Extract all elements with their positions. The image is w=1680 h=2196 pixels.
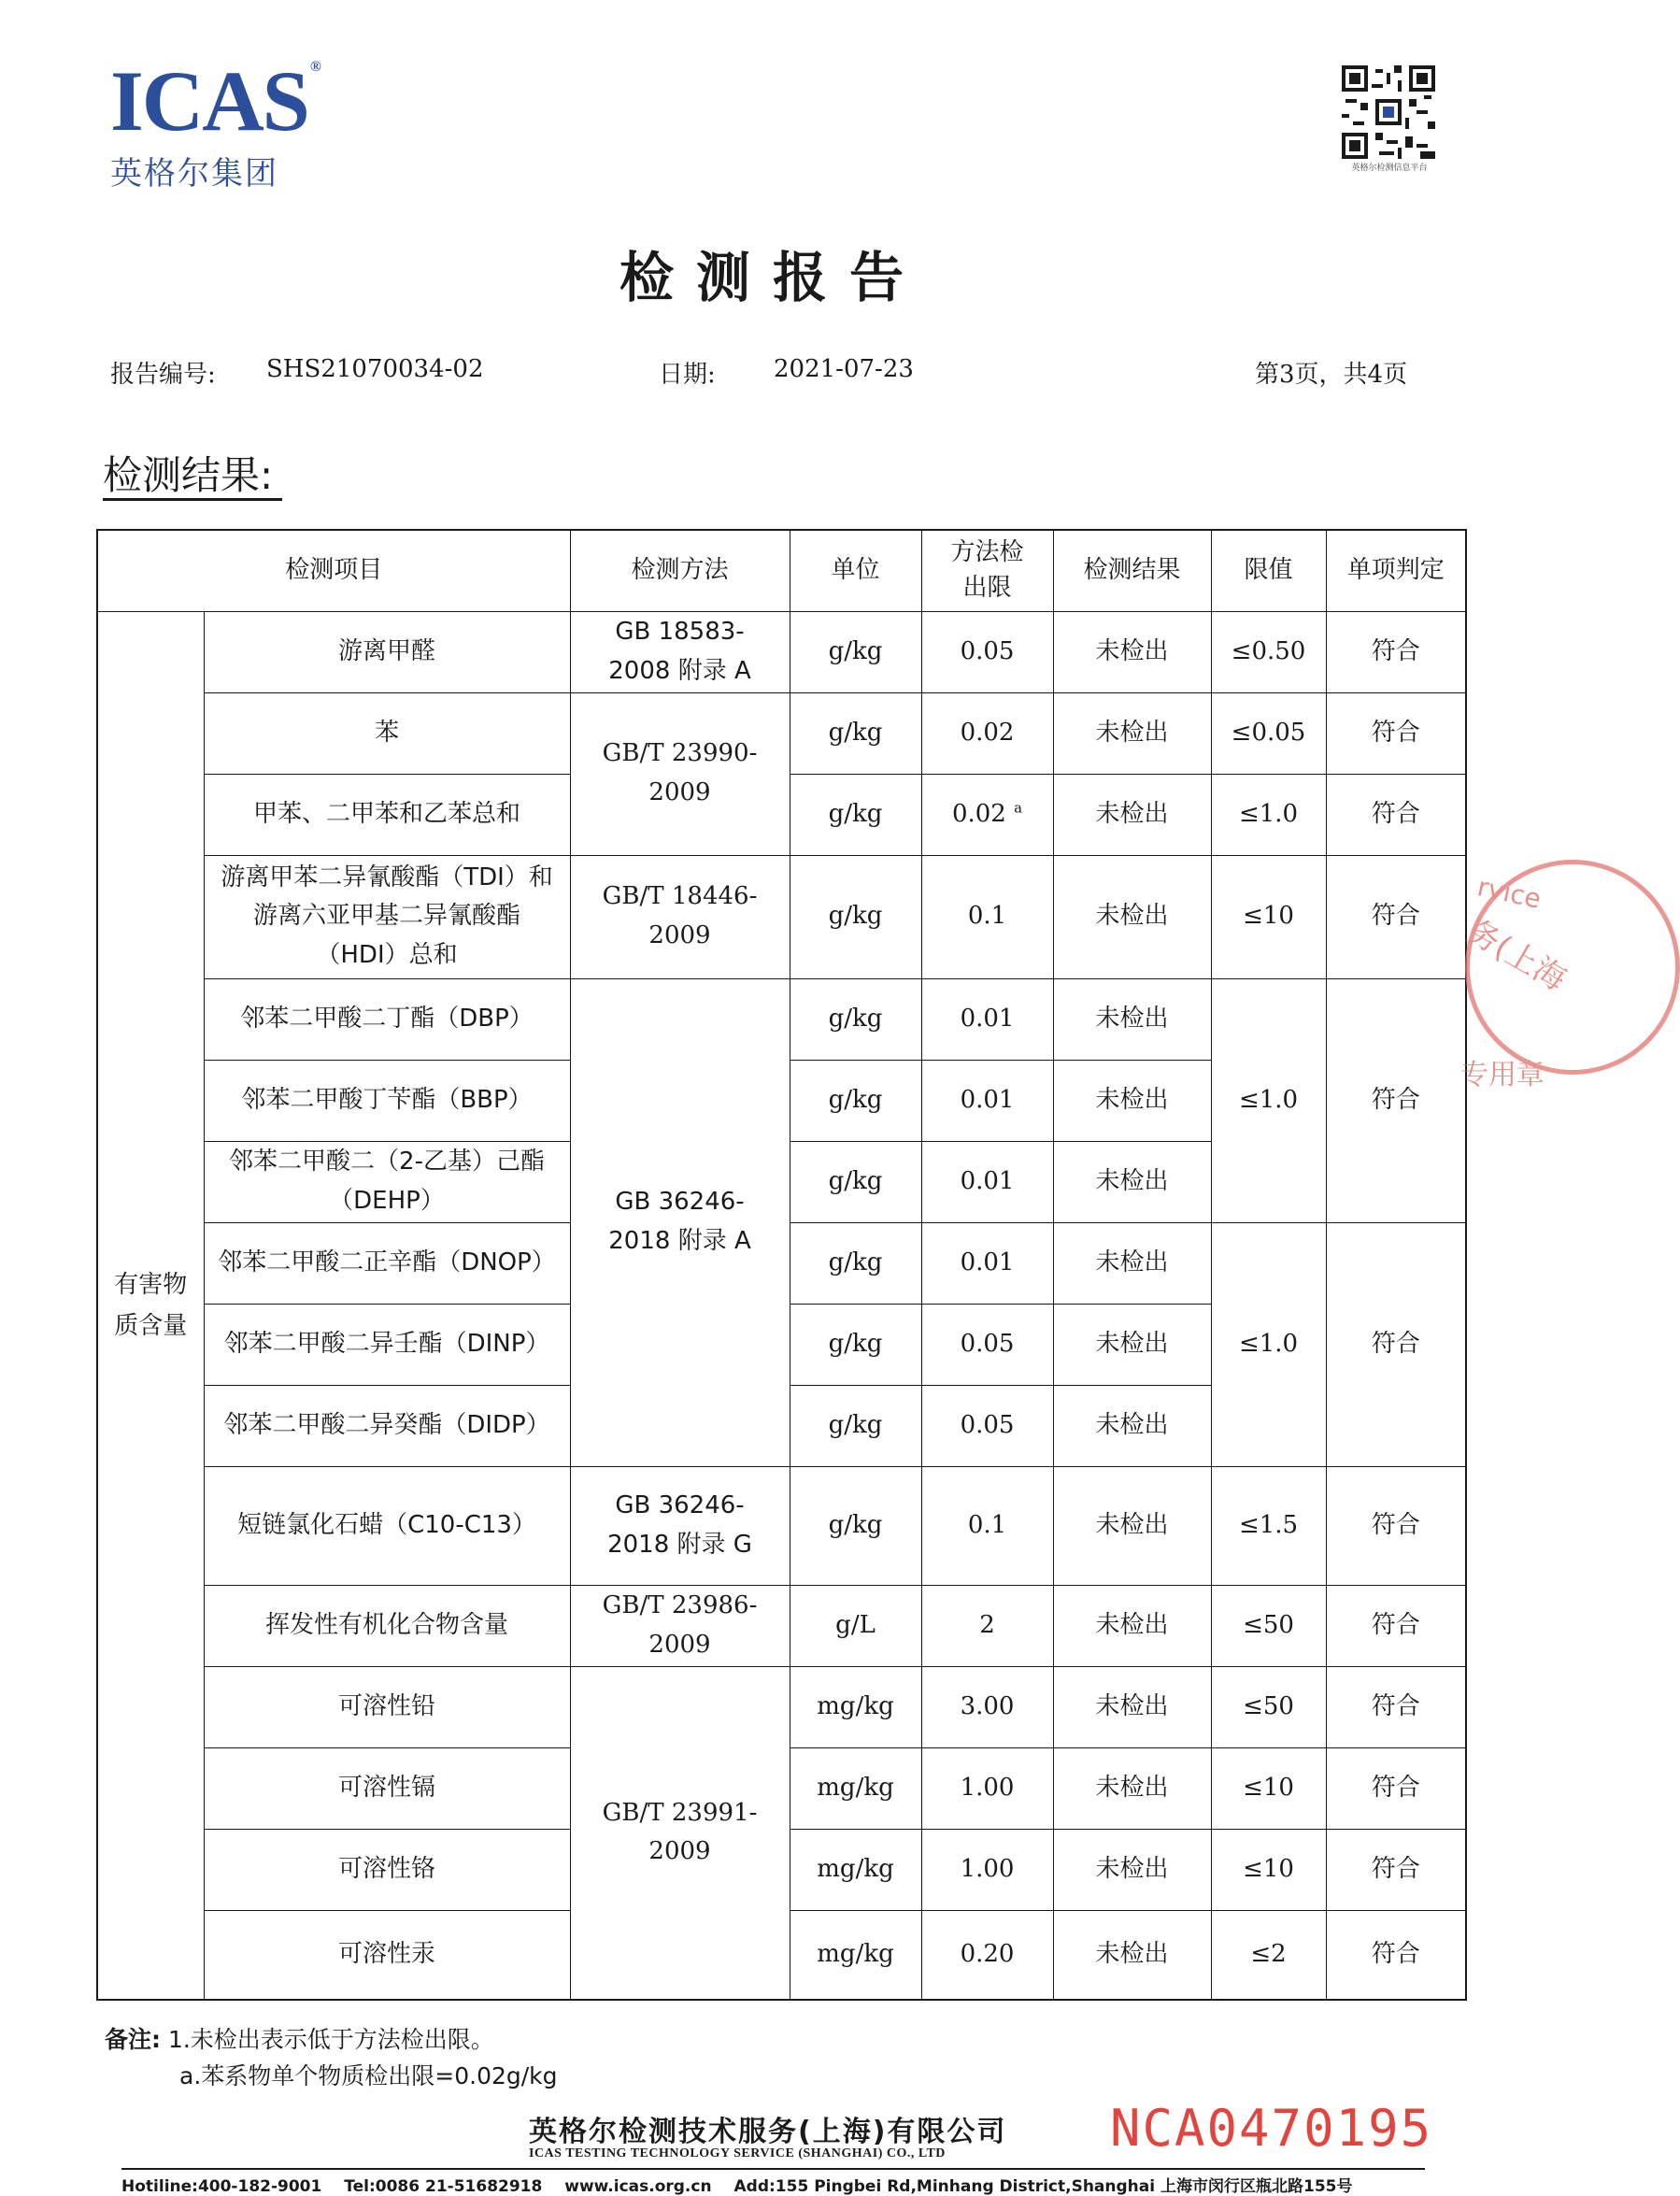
lod-cell: 0.1 [921, 1466, 1053, 1585]
table-row [97, 855, 1466, 978]
item-cell [204, 611, 570, 692]
item-name: 可溶性铬 [338, 1854, 436, 1883]
results-table [96, 529, 1467, 2001]
registered-mark: ® [309, 59, 321, 75]
lod-cell: 0.01 [921, 1222, 1053, 1304]
unit-cell: mg/kg [790, 1747, 921, 1829]
footer-contact [121, 2173, 1425, 2196]
telephone: Tel:0086 21-51682918 [344, 2177, 543, 2196]
note-line-2: a.苯系物单个物质检出限=0.02g/kg [179, 2061, 558, 2089]
result-cell: 未检出 [1053, 1747, 1211, 1829]
category-cell [97, 611, 204, 2000]
hotline: Hotiline:400-182-9001 [121, 2177, 322, 2196]
qr-caption: 英格尔检测信息平台 [1351, 164, 1428, 173]
table-row [97, 611, 1466, 692]
result-cell: 未检出 [1053, 1466, 1211, 1585]
footer-divider [121, 2168, 1425, 2170]
logo-wordmark [110, 53, 321, 149]
verdict-cell: 符合 [1326, 1585, 1466, 1666]
unit-cell: g/kg [790, 855, 921, 978]
verdict-cell: 符合 [1326, 978, 1466, 1222]
unit-cell: g/kg [790, 1304, 921, 1385]
header-lod-text: 方法检出限 [950, 538, 1024, 602]
header-verdict: 单项判定 [1326, 530, 1466, 611]
limit-cell: ≤1.0 [1211, 1222, 1326, 1466]
unit-cell: g/kg [790, 1141, 921, 1222]
company-logo [110, 53, 321, 193]
result-cell: 未检出 [1053, 1829, 1211, 1910]
unit-cell: g/kg [790, 611, 921, 692]
unit-cell: g/kg [790, 692, 921, 774]
category-label: 有害物质含量 [114, 1270, 188, 1340]
seal-text-3: 专用章 [1460, 1059, 1545, 1091]
result-cell: 未检出 [1053, 611, 1211, 692]
table-row [97, 1666, 1466, 1747]
company-name-en: ICAS TESTING TECHNOLOGY SERVICE (SHANGHAI) CO., LTD [529, 2146, 946, 2160]
unit-cell: g/kg [790, 1385, 921, 1466]
seal-text-1: rvice [1474, 871, 1545, 915]
item-name: 邻苯二甲酸二丁酯（DBP） [240, 1004, 534, 1033]
item-cell [204, 1585, 570, 1666]
footnote-mark: a [1014, 799, 1023, 817]
lod-cell: 1.00 [921, 1829, 1053, 1910]
header-unit: 单位 [790, 530, 921, 611]
result-cell: 未检出 [1053, 1585, 1211, 1666]
page-indicator: 第3页，共4页 [1255, 361, 1408, 389]
item-cell [204, 1666, 570, 1747]
item-name: 邻苯二甲酸丁苄酯（BBP） [241, 1085, 533, 1114]
item-name: 苯 [375, 718, 400, 747]
result-cell: 未检出 [1053, 1060, 1211, 1141]
seal-text-2: 务(上海 [1459, 912, 1573, 999]
company-name-cn: 英格尔检测技术服务(上海)有限公司 [529, 2116, 1007, 2148]
result-cell: 未检出 [1053, 1385, 1211, 1466]
item-name: 邻苯二甲酸二异壬酯（DINP） [223, 1329, 550, 1358]
verdict-cell: 符合 [1326, 1466, 1466, 1585]
unit-cell: g/kg [790, 1466, 921, 1585]
lod-cell: 0.05 [921, 1304, 1053, 1385]
item-name: 挥发性有机化合物含量 [265, 1610, 509, 1639]
verdict-cell: 符合 [1326, 1829, 1466, 1910]
official-seal [1459, 860, 1680, 1091]
item-cell [204, 1060, 570, 1141]
report-date: 2021-07-23 [774, 355, 914, 383]
item-cell [204, 1910, 570, 2000]
lod-cell [921, 774, 1053, 855]
verdict-cell: 符合 [1326, 855, 1466, 978]
method-cell: GB/T 18446-2009 [570, 855, 790, 978]
item-name: 可溶性镉 [338, 1773, 436, 1802]
item-name: 可溶性汞 [338, 1939, 436, 1968]
document-title: 检测报告 [619, 246, 926, 309]
section-title: 检测结果: [103, 453, 282, 501]
unit-cell: g/kg [790, 774, 921, 855]
lod-cell: 0.1 [921, 855, 1053, 978]
method-text: GB 36246-2018 附录 G [607, 1490, 752, 1559]
method-cell: GB/T 23991-2009 [570, 1666, 790, 2000]
item-cell [204, 1747, 570, 1829]
verdict-cell: 符合 [1326, 1222, 1466, 1466]
verdict-cell: 符合 [1326, 692, 1466, 774]
method-cell [570, 611, 790, 692]
item-cell [204, 978, 570, 1060]
note-line-1: 1.未检出表示低于方法检出限。 [167, 2026, 494, 2053]
result-cell: 未检出 [1053, 1910, 1211, 2000]
limit-cell: ≤1.0 [1211, 978, 1326, 1222]
result-cell: 未检出 [1053, 1304, 1211, 1385]
unit-cell: g/kg [790, 1222, 921, 1304]
item-name: 短链氯化石蜡（C10-C13） [237, 1510, 536, 1539]
lod-cell: 1.00 [921, 1747, 1053, 1829]
limit-cell: ≤0.50 [1211, 611, 1326, 692]
verdict-cell: 符合 [1326, 1910, 1466, 2000]
unit-cell: g/L [790, 1585, 921, 1666]
result-cell: 未检出 [1053, 692, 1211, 774]
item-cell [204, 855, 570, 978]
lod-cell: 0.01 [921, 1141, 1053, 1222]
limit-cell: ≤10 [1211, 1829, 1326, 1910]
header-item: 检测项目 [97, 530, 570, 611]
item-name: 游离甲苯二异氰酸酯（TDI）和游离六亚甲基二异氰酸酯（HDI）总和 [221, 863, 553, 969]
method-cell [570, 978, 790, 1466]
lod-cell: 0.20 [921, 1910, 1053, 2000]
table-header-row [97, 530, 1466, 611]
item-cell [204, 1141, 570, 1222]
header-method: 检测方法 [570, 530, 790, 611]
lod-cell: 0.01 [921, 978, 1053, 1060]
lod-cell: 0.02 [921, 692, 1053, 774]
unit-cell: mg/kg [790, 1910, 921, 2000]
table-row [97, 692, 1466, 774]
method-text: GB 18583-2008 附录 A [608, 617, 751, 685]
limit-cell: ≤10 [1211, 855, 1326, 978]
unit-cell: g/kg [790, 978, 921, 1060]
result-cell: 未检出 [1053, 774, 1211, 855]
limit-cell: ≤50 [1211, 1585, 1326, 1666]
method-cell [570, 1466, 790, 1585]
limit-cell: ≤50 [1211, 1666, 1326, 1747]
header-limit: 限值 [1211, 530, 1326, 611]
item-cell [204, 1222, 570, 1304]
result-cell: 未检出 [1053, 855, 1211, 978]
item-name: 游离甲醛 [338, 636, 436, 665]
item-name: 甲苯、二甲苯和乙苯总和 [253, 799, 521, 828]
website-link[interactable]: www.icas.org.cn [564, 2177, 712, 2196]
limit-cell: ≤1.5 [1211, 1466, 1326, 1585]
unit-cell: mg/kg [790, 1829, 921, 1910]
logo-text: ICAS [110, 53, 308, 149]
verdict-cell: 符合 [1326, 1666, 1466, 1747]
verdict-cell: 符合 [1326, 774, 1466, 855]
header-lod [921, 530, 1053, 611]
limit-cell: ≤0.05 [1211, 692, 1326, 774]
limit-cell: ≤10 [1211, 1747, 1326, 1829]
result-cell: 未检出 [1053, 978, 1211, 1060]
header-result: 检测结果 [1053, 530, 1211, 611]
lod-cell: 0.01 [921, 1060, 1053, 1141]
result-cell: 未检出 [1053, 1222, 1211, 1304]
item-cell [204, 1829, 570, 1910]
logo-subtitle: 英格尔集团 [110, 155, 278, 193]
table-row [97, 1466, 1466, 1585]
item-cell [204, 1385, 570, 1466]
lod-cell: 2 [921, 1585, 1053, 1666]
item-cell [204, 1304, 570, 1385]
item-cell [204, 692, 570, 774]
result-cell: 未检出 [1053, 1666, 1211, 1747]
date-label: 日期: [659, 361, 716, 389]
verdict-cell: 符合 [1326, 611, 1466, 692]
lod-value: 0.02 [951, 799, 1006, 828]
notes [105, 2022, 558, 2095]
method-cell: GB/T 23990-2009 [570, 692, 790, 855]
report-number: SHS21070034-02 [266, 355, 484, 383]
unit-cell: g/kg [790, 1060, 921, 1141]
report-number-label: 报告编号: [110, 361, 216, 389]
limit-cell: ≤1.0 [1211, 774, 1326, 855]
notes-label: 备注: [105, 2026, 161, 2053]
item-cell [204, 774, 570, 855]
table-row [97, 1585, 1466, 1666]
lod-cell: 0.05 [921, 1385, 1053, 1466]
address: Add:155 Pingbei Rd,Minhang District,Shanghai 上海市闵行区瓶北路155号 [733, 2177, 1353, 2196]
qr-code-icon [1342, 65, 1435, 159]
item-name: 邻苯二甲酸二（2-乙基）己酯（DEHP） [229, 1147, 545, 1215]
lod-cell: 3.00 [921, 1666, 1053, 1747]
item-name: 可溶性铅 [338, 1691, 436, 1720]
limit-cell: ≤2 [1211, 1910, 1326, 2000]
item-name: 邻苯二甲酸二异癸酯（DIDP） [223, 1410, 550, 1439]
serial-number: NCA0470195 [1110, 2099, 1433, 2158]
result-cell: 未检出 [1053, 1141, 1211, 1222]
verdict-cell: 符合 [1326, 1747, 1466, 1829]
method-cell: GB/T 23986-2009 [570, 1585, 790, 1666]
item-name: 邻苯二甲酸二正辛酯（DNOP） [218, 1248, 556, 1276]
method-text: GB 36246-2018 附录 A [608, 1188, 751, 1255]
table-row [97, 978, 1466, 1060]
unit-cell: mg/kg [790, 1666, 921, 1747]
item-cell [204, 1466, 570, 1585]
lod-cell: 0.05 [921, 611, 1053, 692]
